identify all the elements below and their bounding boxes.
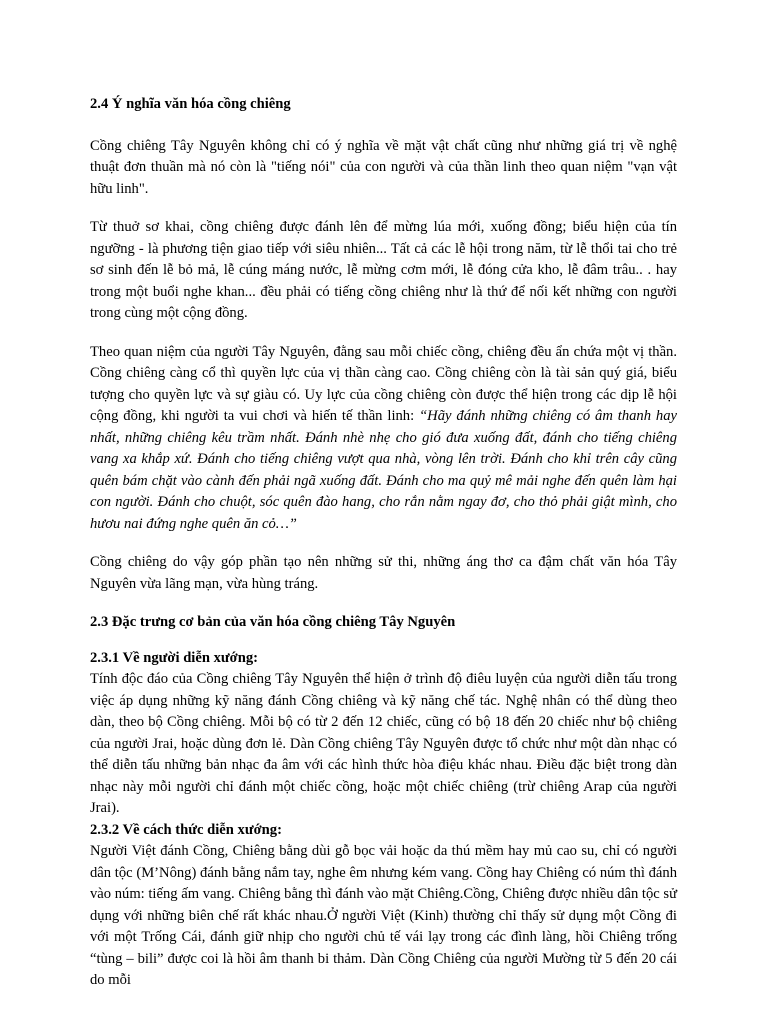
section-heading-2-4: 2.4 Ý nghĩa văn hóa cồng chiêng bbox=[90, 96, 291, 112]
paragraph-performers: Tính độc đáo của Cồng chiêng Tây Nguyên thể hiện ở trình độ điêu luyện của người diễn tấu trong việc áp dụng những kỹ năng đánh Cồng chiêng và kỹ năng chế tác. Nghệ nhân có thể dùng theo dàn, theo bộ Cồng chiêng. Mỗi bộ có từ 2 đến 12 chiếc, cũng có bộ 18 đến 20 chiếc như bộ chiêng của người Jrai, hoặc dùng đơn lẻ. Dàn Cồng chiêng Tây Nguyên được tổ chức như một dàn nhạc có thể diễn tấu những bản nhạc đa âm với các hình thức hòa điệu khác nhau. Điều đặc biệt trong dàn nhạc này mỗi người chỉ đánh một chiếc cồng, hoặc một chiếc chiêng (trừ chiêng Arap của người Jrai). bbox=[90, 671, 677, 816]
paragraph-performance-method: Người Việt đánh Cồng, Chiêng bằng dùi gỗ bọc vải hoặc da thú mềm hay mủ cao su, chỉ có người dân tộc (M’Nông) đánh bằng nắm tay, nghe êm nhưng kém vang. Cồng hay Chiêng có núm thì đánh vào núm: tiếng ấm vang. Chiêng bằng thì đánh vào mặt Chiêng.Cồng, Chiêng được nhiều dân tộc sử dụng với những biên chế rất khác nhau.Ở người Việt (Kinh) thường chỉ thấy sử dụng một Cồng đi với một Trống Cái, đánh giữ nhịp cho người chủ tế vái lạy trong các đình làng, hồi Chiêng trống “tùng – bili” được coi là hồi âm thanh bi thảm. Dàn Cồng Chiêng của người Mường từ 5 đến 20 cái do mỗi bbox=[90, 843, 677, 988]
subsection-heading-2-3-1: 2.3.1 Về người diễn xướng: bbox=[90, 649, 259, 666]
gong-invocation-quote: “Hãy đánh những chiêng có âm thanh hay nhất, những chiêng kêu trầm nhất. Đánh nhè nhẹ cho gió đưa xuống đất, đánh cho tiếng chiêng vang xa khắp xứ. Đánh cho tiếng chiêng vượt qua nhà, vòng lên trời. Đánh cho khỉ trên cây cũng quên bám chặt vào cành đến phải ngã xuống đất. Đánh cho ma quỷ mê mải nghe đến quên làm hại con người. Đánh cho chuột, sóc quên đào hang, cho rắn nằm ngay đơ, cho thỏ phải giật mình, cho hươu nai đứng nghe quên ăn cỏ…” bbox=[90, 408, 677, 532]
section-heading-2-3: 2.3 Đặc trưng cơ bản của văn hóa cồng chiêng Tây Nguyên bbox=[90, 614, 456, 630]
paragraph-spirit-belief-text: Theo quan niệm của người Tây Nguyên, đằng sau mỗi chiếc cồng, chiêng đều ẩn chứa một vị thần. Cồng chiêng càng cổ thì quyền lực của vị thần càng cao. Cồng chiêng còn là tài sản quý giá, biểu tượng cho quyền lực và sự giàu có. Uy lực của cồng chiêng còn được thể hiện trong các dịp lễ hội cộng đồng, khi người ta vui chơi và hiến tế thần linh: bbox=[90, 343, 677, 424]
paragraph-meaning-intro: Cồng chiêng Tây Nguyên không chỉ có ý nghĩa về mặt vật chất cũng như những giá trị về nghệ thuật đơn thuần mà nó còn là "tiếng nói" của con người và của thần linh theo quan niệm "vạn vật hữu linh". bbox=[90, 137, 677, 197]
document-page bbox=[90, 94, 677, 992]
paragraph-spirit-belief bbox=[90, 342, 677, 536]
paragraph-festivals: Từ thuở sơ khai, cồng chiêng được đánh lên để mừng lúa mới, xuống đồng; biểu hiện của tín ngưỡng - là phương tiện giao tiếp với siêu nhiên... Tất cả các lễ hội trong năm, từ lễ thổi tai cho trẻ sơ sinh đến lễ bỏ mả, lễ cúng máng nước, lễ mừng cơm mới, lễ đóng cửa kho, lễ đâm trâu.. . hay trong một buổi nghe khan... đều phải có tiếng cồng chiêng như là thứ để nối kết những con người trong cùng một cộng đồng. bbox=[90, 219, 677, 321]
subsection-heading-2-3-2: 2.3.2 Về cách thức diễn xướng: bbox=[90, 821, 282, 838]
paragraph-epics: Cồng chiêng do vậy góp phần tạo nên những sử thi, những áng thơ ca đậm chất văn hóa Tây Nguyên vừa lãng mạn, vừa hùng tráng. bbox=[90, 554, 677, 592]
